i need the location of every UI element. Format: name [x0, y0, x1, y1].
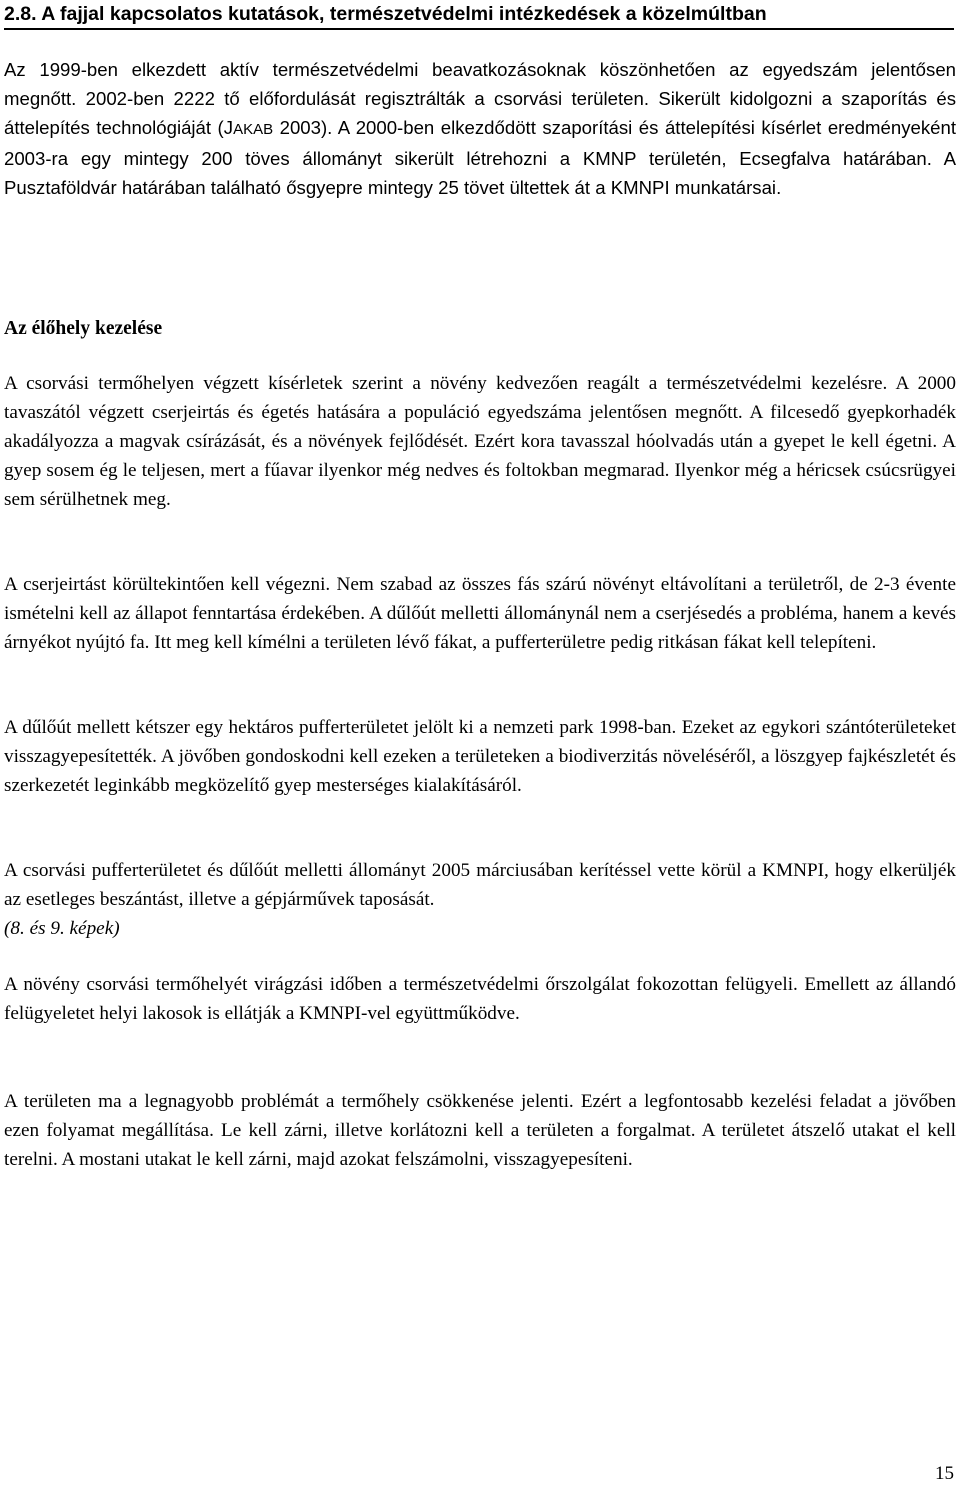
figure-reference: (8. és 9. képek)	[4, 918, 120, 939]
intro-author-smallcaps: AKAB	[233, 121, 274, 138]
intro-text-d: A Pusztaföldvár határában található ősgyepre mintegy 25 tövet ültettek át a KMNPI munkatársai.	[4, 148, 957, 198]
paragraph-shrub-clearing: A cserjeirtást körültekintően kell végezni. Nem szabad az összes fás szárú növényt eltávolítani a területről, de 2-3 évente ismételni kell az állapot fenntartása érdekében. A dűlőút melletti állománynál nem a cserjésedés a probléma, hanem a kevés árnyékot nyújtó fa. Itt meg kell kímélni a területen lévő fákat, a pufferterületre pedig ritkásan fákat kell telepíteni.	[4, 574, 956, 653]
intro-paragraph	[4, 55, 956, 202]
paragraph-buffer-zone: A dűlőút mellett kétszer egy hektáros pufferterületet jelölt ki a nemzeti park 1998-ban. Ezeket az egykori szántóterületeket visszagyepesítették. A jövőben gondoskodni kell ezeken a területeken a biodiverzitás növeléséről, a löszgyep fajkészletét és szerkezetét leginkább megközelítő gyep mesterséges kialakításáról.	[4, 717, 956, 796]
intro-text-b: Sikerült kidolgozni a szaporítás és áttelepítés technológiáját (J	[4, 88, 956, 138]
paragraph-supervision: A növény csorvási termőhelyét virágzási időben a természetvédelmi őrszolgálat fokozottan felügyeli. Emellett az állandó felügyeletet helyi lakosok is ellátják a KMNPI-vel együttműködve.	[4, 974, 956, 1024]
subheading-habitat-management: Az élőhely kezelése	[4, 318, 163, 339]
paragraph-fence	[4, 856, 956, 943]
intro-text-c: 2003). A 2000-ben elkezdődött szaporítási és áttelepítési kísérlet eredményeként 2003-ra egy mintegy 200 töves állományt sikerült létrehozni a KMNP területén, Ecsegfalva határában.	[4, 117, 956, 169]
intro-text-a: Az 1999-ben elkezdett aktív természetvédelmi beavatkozásoknak köszönhetően az egyedszám jelentősen megnőtt. 2002-ben 2222 tő előfordulását regisztrálták a csorvási területen.	[4, 59, 956, 109]
section-heading: 2.8. A fajjal kapcsolatos kutatások, természetvédelmi intézkedések a közelmúltban	[4, 0, 954, 30]
paragraph-problems: A területen ma a legnagyobb problémát a termőhely csökkenése jelenti. Ezért a legfontosabb kezelési feladat a jövőben ezen folyamat megállítása. Le kell zárni, illetve korlátozni kell a területen a forgalmat. A területet átszelő utakat el kell terelni. A mostani utakat le kell zárni, majd azokat felszámolni, visszagyepesíteni.	[4, 1091, 956, 1170]
page-number: 15	[935, 1463, 954, 1484]
paragraph-fence-text: A csorvási pufferterületet és dűlőút melletti állományt 2005 márciusában kerítéssel vette körül a KMNPI, hogy elkerüljék az esetleges beszántást, illetve a gépjárművek taposását.	[4, 860, 956, 910]
paragraph-management: A csorvási termőhelyen végzett kísérletek szerint a növény kedvezően reagált a természetvédelmi kezelésre. A 2000 tavaszától végzett cserjeirtás és égetés hatására a populáció egyedszáma jelentősen megnőtt. A filcesedő gyepkorhadék akadályozza a magvak csírázását, és a növények fejlődését. Ezért kora tavasszal hóolvadás után a gyepet le kell égetni. A gyep sosem ég le teljesen, mert a fűavar ilyenkor még nedves és foltokban megmarad. Ilyenkor még a héricsek csúcsrügyei sem sérülhetnek meg.	[4, 373, 956, 510]
